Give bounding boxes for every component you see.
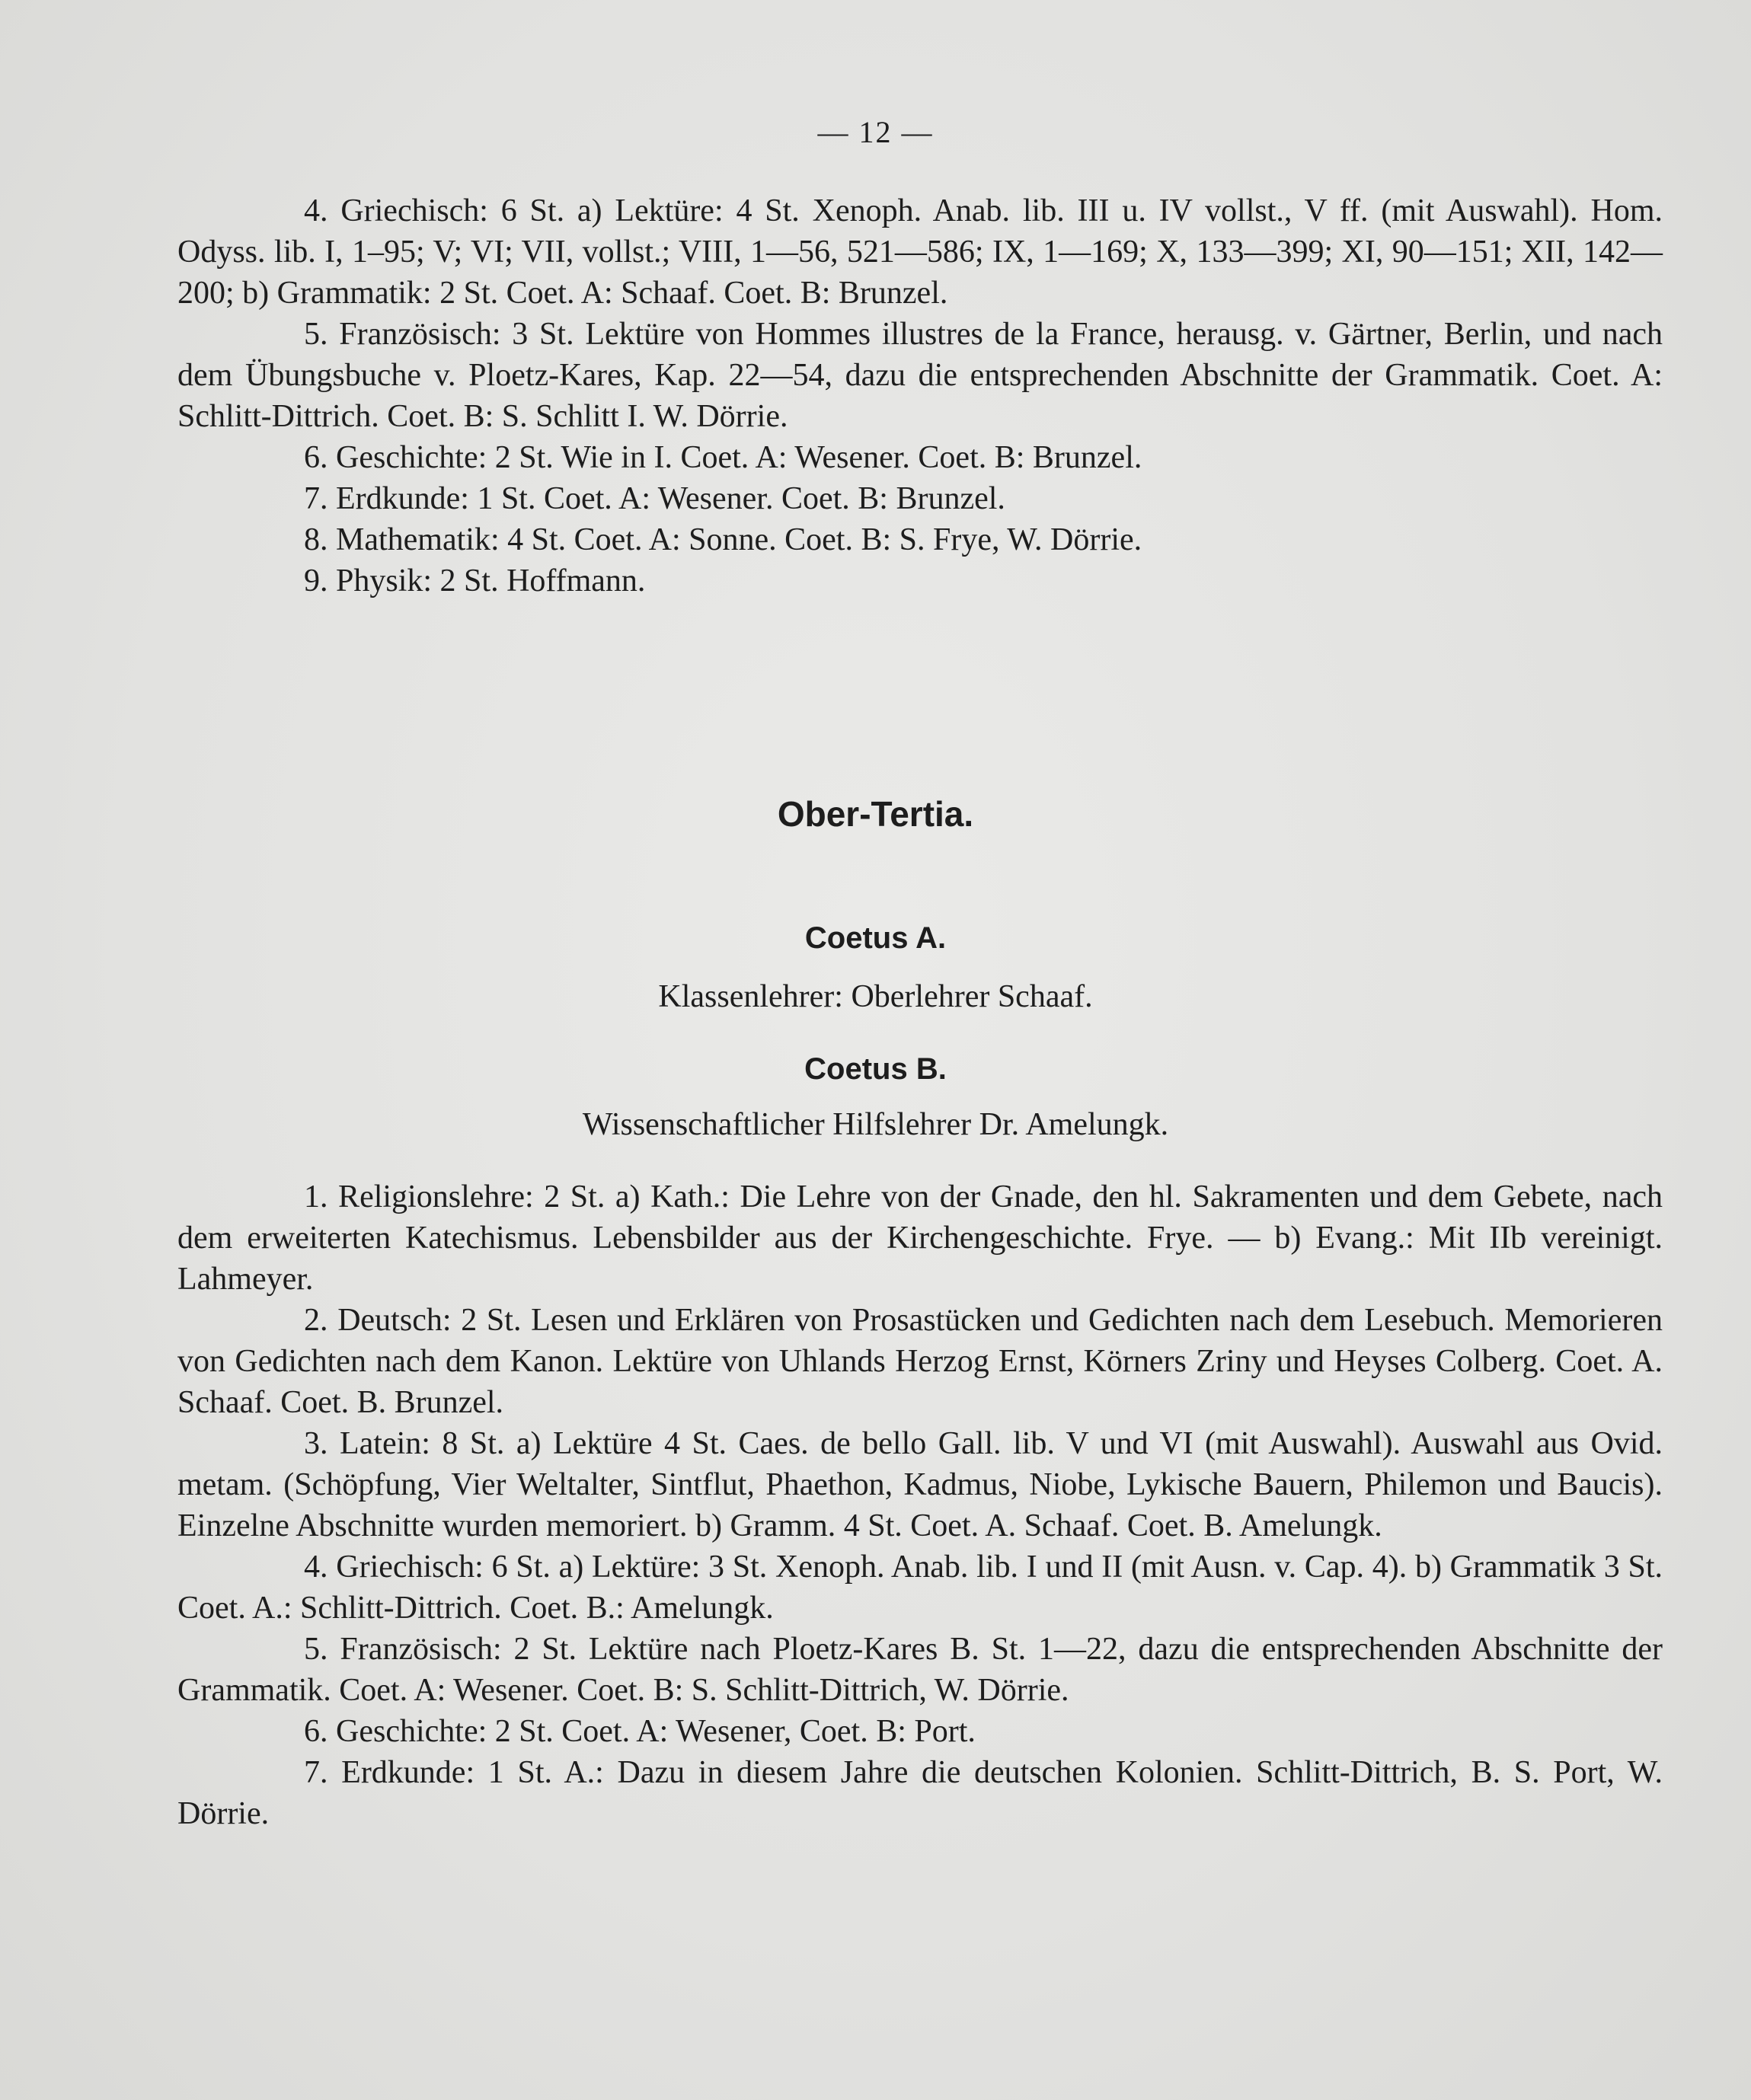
coetus-a-title: Coetus A.: [804, 921, 947, 955]
page-number: — 12 —: [817, 115, 934, 149]
subject-griechisch-lower: 4. Griechisch: 6 St. a) Lektüre: 3 St. Xenoph. Anab. lib. I und II (mit Ausn. v. Cap. 4). b) Grammatik 3 St. Coet. A.: Schlitt-Dittrich. Coet. B.: Amelungk.: [177, 1549, 1663, 1626]
subject-franzoesisch-upper: 5. Französisch: 3 St. Lektüre von Hommes illustres de la France, herausg. v. Gärtner, Berlin, und nach dem Übungsbuche v. Ploetz-Kares, Kap. 22—54, dazu die entsprechenden Abschnitte der Grammatik. Coet. A: Schlitt-Dittrich. Coet. B: S. Schlitt I. W. Dörrie.: [177, 317, 1663, 434]
subject-religionslehre: 1. Religionslehre: 2 St. a) Kath.: Die Lehre von der Gnade, den hl. Sakramenten und dem Gebete, nach dem erweiterten Katechismus. Lebensbilder aus der Kirchengeschichte. Frye. — b) Evang.: Mit IIb vereinigt. Lahmeyer.: [177, 1179, 1663, 1297]
subject-erdkunde-lower: 7. Erdkunde: 1 St. A.: Dazu in diesem Jahre die deutschen Kolonien. Schlitt-Dittrich, B. S. Port, W. Dörrie.: [177, 1755, 1663, 1831]
subject-erdkunde-upper: 7. Erdkunde: 1 St. Coet. A: Wesener. Coet. B: Brunzel.: [304, 481, 1005, 516]
subject-mathematik-upper: 8. Mathematik: 4 St. Coet. A: Sonne. Coet. B: S. Frye, W. Dörrie.: [304, 522, 1142, 557]
subject-geschichte-upper: 6. Geschichte: 2 St. Wie in I. Coet. A: Wesener. Coet. B: Brunzel.: [304, 440, 1142, 475]
subject-geschichte-lower: 6. Geschichte: 2 St. Coet. A: Wesener, Coet. B: Port.: [304, 1714, 976, 1749]
upper-subject-list: [177, 190, 1663, 602]
coetus-a-teacher: Klassenlehrer: Oberlehrer Schaaf.: [658, 979, 1093, 1014]
lower-subject-list: [177, 1176, 1663, 1834]
coetus-b-teacher: Wissenschaftlicher Hilfslehrer Dr. Amelungk.: [582, 1107, 1169, 1142]
section-title-ober-tertia: Ober-Tertia.: [777, 794, 974, 834]
coetus-b-title: Coetus B.: [804, 1052, 947, 1086]
subject-franzoesisch-lower: 5. Französisch: 2 St. Lektüre nach Ploetz-Kares B. St. 1—22, dazu die entsprechenden Abschnitte der Grammatik. Coet. A: Wesener. Coet. B: S. Schlitt-Dittrich, W. Dörrie.: [177, 1632, 1663, 1708]
subject-deutsch: 2. Deutsch: 2 St. Lesen und Erklären von Prosastücken und Gedichten nach dem Lesebuch. Memorieren von Gedichten nach dem Kanon. Lektüre von Uhlands Herzog Ernst, Körners Zriny und Heyses Colberg. Coet. A. Schaaf. Coet. B. Brunzel.: [177, 1303, 1663, 1420]
subject-latein: 3. Latein: 8 St. a) Lektüre 4 St. Caes. de bello Gall. lib. V und VI (mit Auswahl). Auswahl aus Ovid. metam. (Schöpfung, Vier Weltalter, Sintflut, Phaethon, Kadmus, Niobe, Lykische Bauern, Philemon und Baucis). Einzelne Abschnitte wurden memoriert. b) Gramm. 4 St. Coet. A. Schaaf. Coet. B. Amelungk.: [177, 1426, 1663, 1543]
subject-griechisch-upper: 4. Griechisch: 6 St. a) Lektüre: 4 St. Xenoph. Anab. lib. III u. IV vollst., V ff. (mit Auswahl). Hom. Odyss. lib. I, 1–95; V; VI; VII, vollst.; VIII, 1—56, 521—586; IX, 1—169; X, 133—399; XI, 90—151; XII, 142—200; b) Grammatik: 2 St. Coet. A: Schaaf. Coet. B: Brunzel.: [177, 193, 1663, 311]
subject-physik-upper: 9. Physik: 2 St. Hoffmann.: [304, 563, 646, 598]
